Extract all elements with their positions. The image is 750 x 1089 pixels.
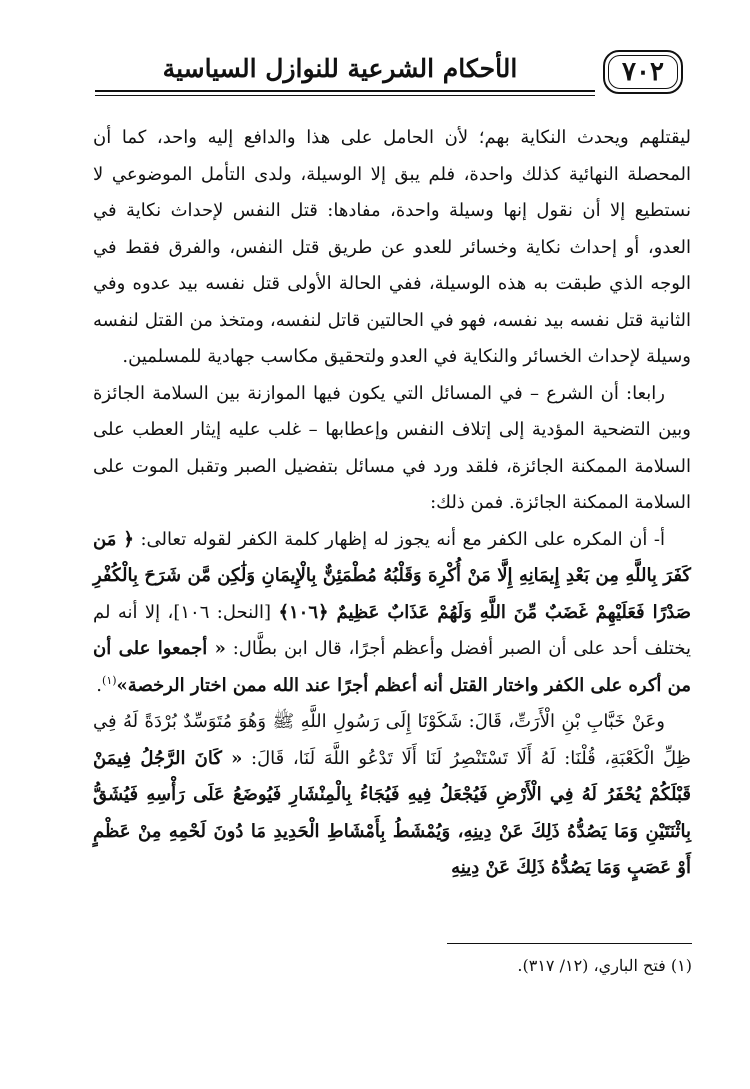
paragraph-3-continuation: ، إلا أنه لم يختلف أحد على أن الصبر أفضل وأعظم أجرًا، قال ابن بطَّال: (93, 601, 691, 659)
quran-verse: ﴿ مَن كَفَرَ بِاللَّهِ مِن بَعْدِ إِيمَانِهِ إِلَّا مَنْ أُكْرِهَ وَقَلْبُهُ مُطْمَئِنٌّ بِالْإِيمَانِ وَلَٰكِن مَّن شَرَحَ بِالْكُفْرِ صَدْرًا فَعَلَيْهِمْ غَضَبٌ مِّنَ اللَّهِ وَلَهُمْ عَذَابٌ عَظِيمٌ ﴿١٠٦﴾ (93, 528, 691, 623)
running-header-title: الأحكام الشرعية للنوازل السياسية (162, 54, 518, 83)
page-header (95, 48, 690, 104)
page-number: ٧٠٢ (622, 57, 664, 87)
verse-reference: [النحل: ١٠٦] (173, 601, 272, 623)
main-text (93, 120, 691, 887)
ibn-battal-quote: « أجمعوا على أن من أكره على الكفر واختار القتل أنه أعظم أجرًا عند الله ممن اختار الرخصة» (93, 638, 691, 696)
hadith-intro: وعَنْ خَبَّابِ بْنِ الْأَرَتِّ، قَالَ: شَكَوْنَا إِلَى رَسُولِ اللَّهِ ﷺ وَهُوَ مُتَوَسِّدٌ بُرْدَةً لَهُ فِي ظِلِّ الْكَعْبَةِ، قُلْنَا: لَهُ أَلَا تَسْتَنْصِرُ لَنَا أَلَا تَدْعُو اللَّهَ لَنَا، قَالَ: (93, 711, 691, 769)
paragraph-1: ليقتلهم ويحدث النكاية بهم؛ لأن الحامل على هذا والدافع إليه واحد، كما أن المحصلة النهائية كذلك واحدة، فلم يبق إلا الوسيلة، ولدى التأمل الموضوعي لا نستطيع إلا أن نقول إنها وسيلة واحدة، مفادها: قتل النفس لإحداث نكاية في العدو، أو إحداث نكاية وخسائر للعدو عن طريق قتل النفس، والفرق فقط في الوجه الذي طبقت به هذه الوسيلة، ففي الحالة الأولى قتل نفسه بيد عدوه وفي الثانية قتل نفسه بيد نفسه، فهو في الحالتين قاتل لنفسه، ومتخذ من القتل لنفسه وسيلة لإحداث الخسائر والنكاية في العدو ولتحقيق مكاسب جهادية للمسلمين. (93, 127, 691, 367)
footnote-separator (447, 943, 692, 944)
footnote-1: (١) فتح الباري، (١٢/ ٣١٧). (517, 956, 692, 975)
footnote-marker: (١) (102, 673, 117, 687)
hadith-text: « كَانَ الرَّجُلُ فِيمَنْ قَبْلَكُمْ يُحْفَرُ لَهُ فِي الْأَرْضِ فَيُجْعَلُ فِيهِ فَيُجَاءُ بِالْمِنْشَارِ فَيُوضَعُ عَلَى رَأْسِهِ فَيُشَقُّ بِاثْنَتَيْنِ وَمَا يَصُدُّهُ ذَلِكَ عَنْ دِينِهِ، وَيُمْشَطُ بِأَمْشَاطِ الْحَدِيدِ مَا دُونَ لَحْمِهِ مِنْ عَظْمٍ أَوْ عَصَبٍ وَمَا يَصُدُّهُ ذَلِكَ عَنْ دِينِهِ (93, 747, 691, 878)
header-rule-thin (95, 95, 595, 96)
paragraph-2: رابعا: أن الشرع – في المسائل التي يكون فيها الموازنة بين السلامة الجائزة وبين التضحية المؤدية إلى إتلاف النفس وإعطابها – غلب عليه إيثار العطب على السلامة الممكنة الجائزة، فلقد ورد في مسائل بتفضيل الصبر وتقبل الموت على السلامة الممكنة الجائزة. فمن ذلك: (93, 382, 691, 513)
paragraph-3-intro: أ- أن المكره على الكفر مع أنه يجوز له إظهار كلمة الكفر لقوله تعالى: (140, 528, 665, 550)
paragraph-4 (93, 704, 691, 887)
paragraph-3: أ- أن المكره على الكفر مع أنه يجوز له إظهار كلمة الكفر لقوله تعالى: ﴿ مَن كَفَرَ بِاللَّهِ مِن بَعْدِ إِيمَانِهِ إِلَّا مَنْ أُكْرِهَ وَقَلْبُهُ مُطْمَئِنٌّ بِالْإِيمَانِ وَلَٰكِن مَّن شَرَحَ بِالْكُفْرِ صَدْرًا فَعَلَيْهِمْ غَضَبٌ مِّنَ اللَّهِ وَلَهُمْ عَذَابٌ عَظِيمٌ ﴿١٠٦﴾ [النحل: ١٠٦]، إلا أنه لم يختلف أحد على أن الصبر أفضل وأعظم أجرًا، قال ابن بطَّال: « أجمعوا على أن من أكره على الكفر واختار القتل أنه أعظم أجرًا عند الله ممن اختار الرخصة»$^{(١)}$. (93, 528, 691, 696)
page-number-badge (603, 50, 683, 94)
header-rule-thick (95, 90, 595, 92)
